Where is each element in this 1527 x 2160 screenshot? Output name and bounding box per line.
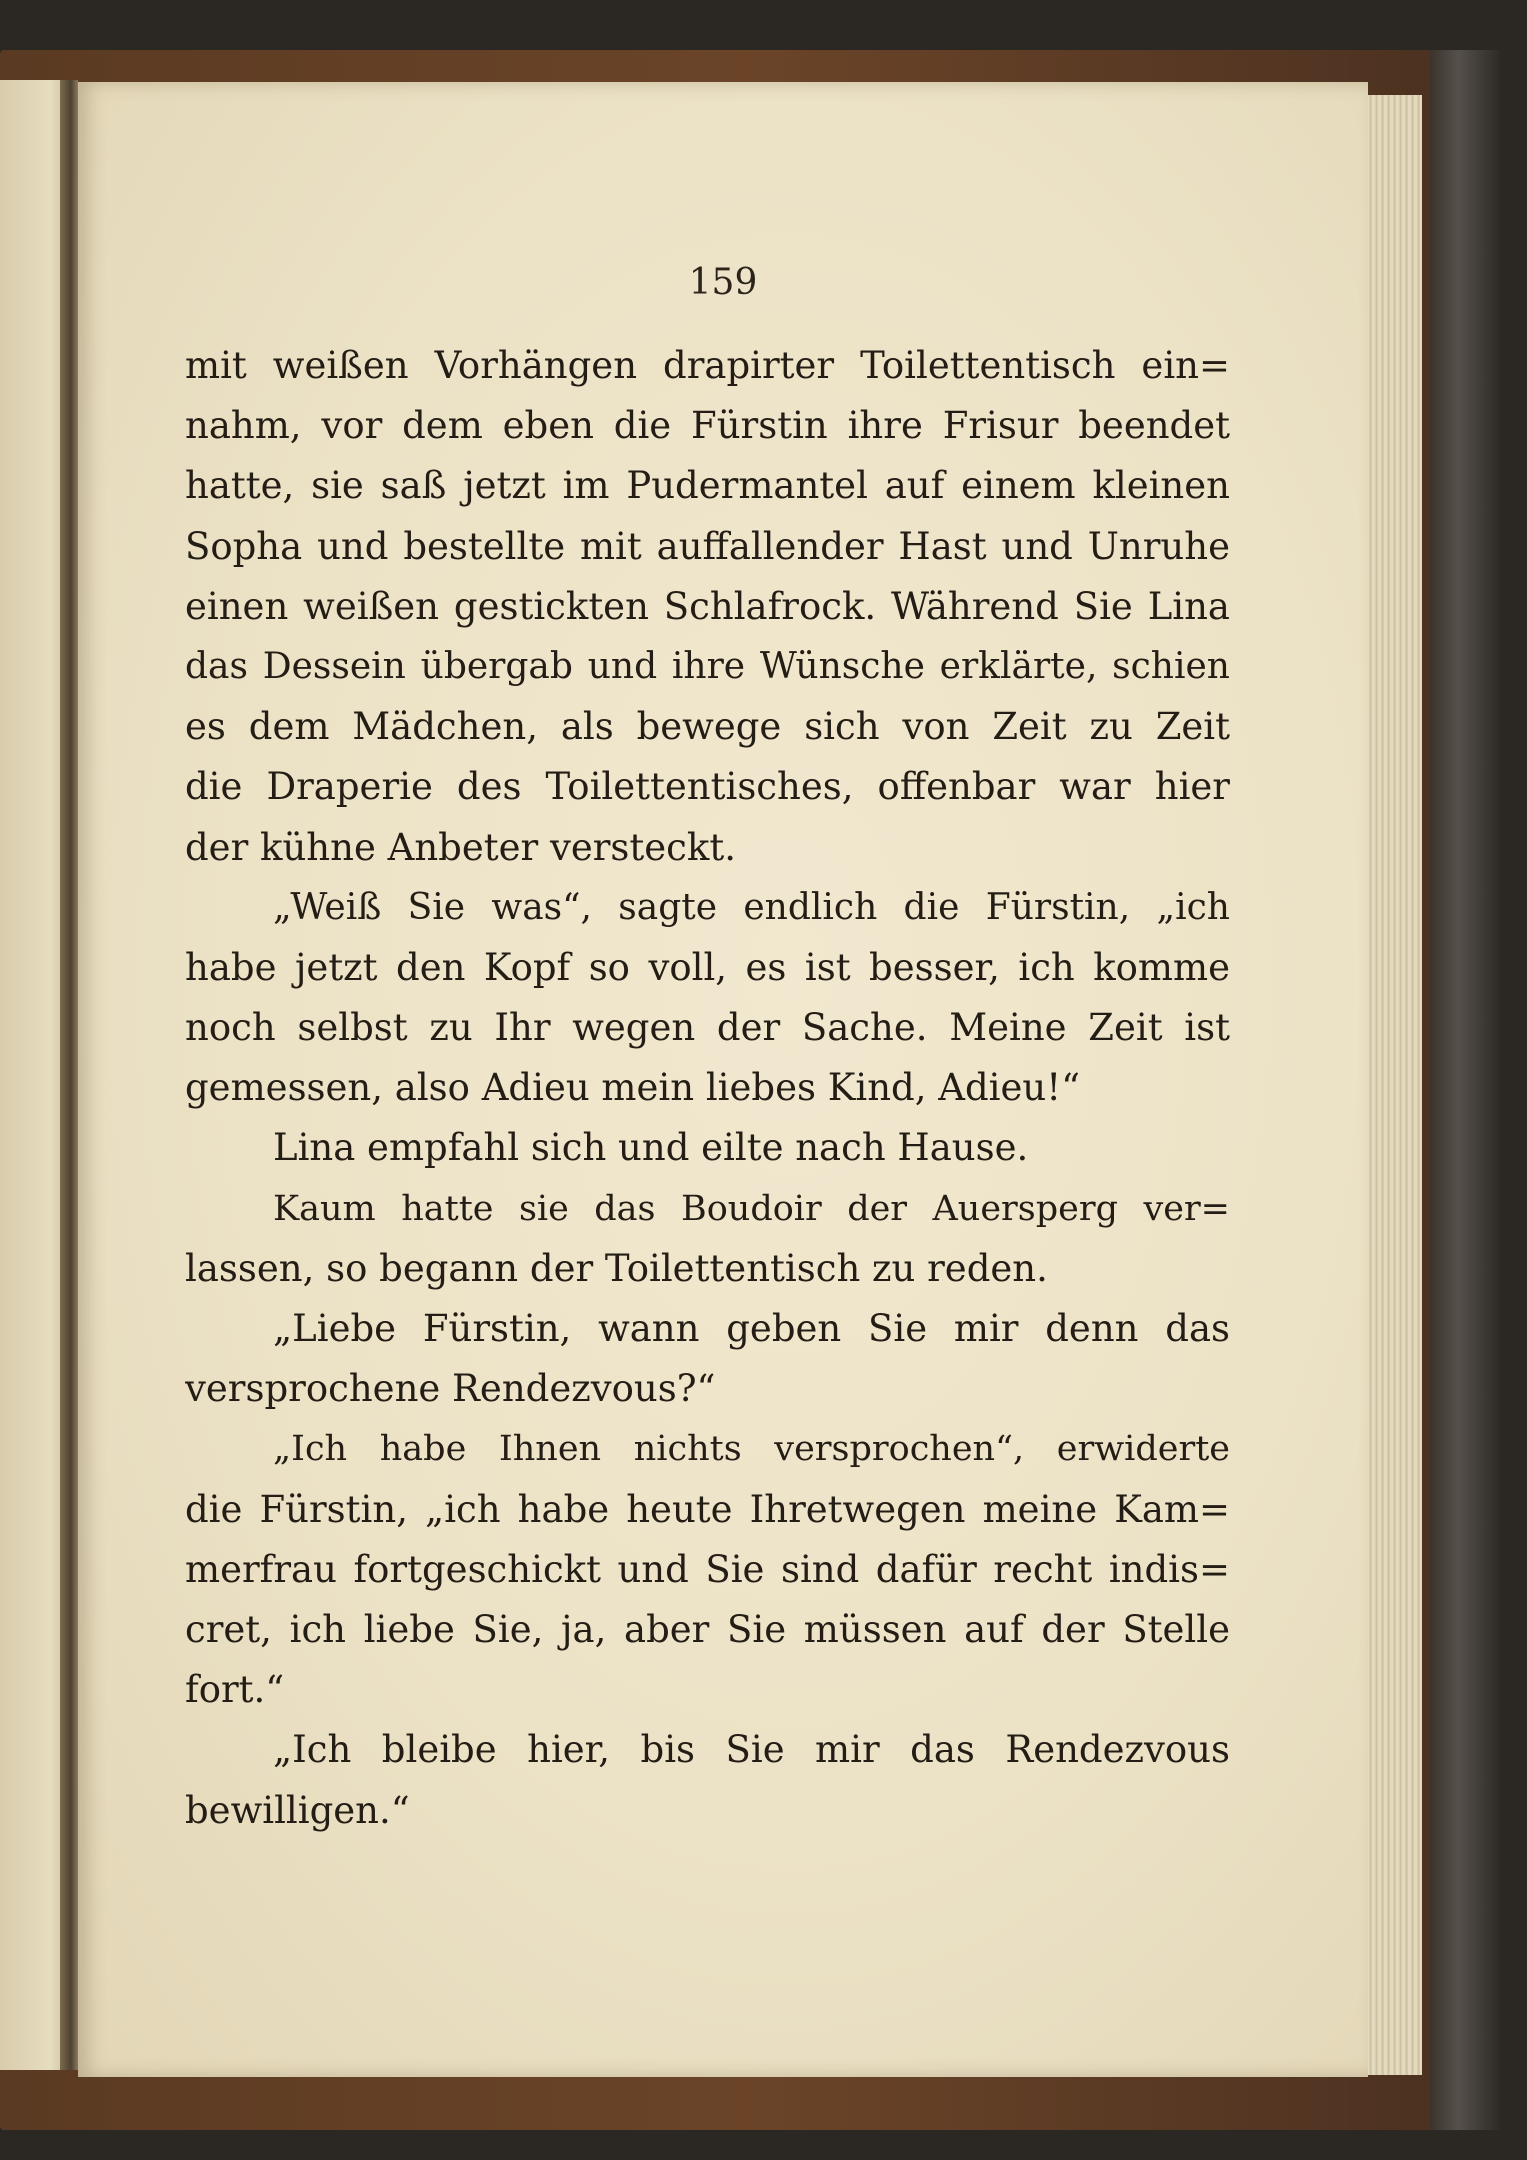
text-line: es dem Mädchen, als bewege sich von Zeit zu Zeit [185,705,1230,749]
text-line: einen weißen gestickten Schlafrock. Während Sie Lina [185,584,1230,628]
page-text [185,336,1230,1841]
text-line: habe jetzt den Kopf so voll, es ist besser, ich komme [185,945,1230,989]
text-line: der kühne Anbeter versteckt. [185,825,736,869]
text-line: hatte, sie saß jetzt im Pudermantel auf einem kleinen [185,464,1230,508]
text-line: lassen, so begann der Toilettentisch zu reden. [185,1246,1048,1290]
text-line: Lina empfahl sich und eilte nach Hause. [273,1126,1029,1170]
text-line: die Fürstin, „ich habe heute Ihretwegen meine Kam= [185,1487,1230,1531]
text-line: gemessen, also Adieu mein liebes Kind, Adieu!“ [185,1066,1080,1110]
book-gutter [60,80,78,2070]
text-line: noch selbst zu Ihr wegen der Sache. Meine Zeit ist [185,1006,1230,1050]
cover-edge [1430,50,1500,2130]
text-line: nahm, vor dem eben die Fürstin ihre Frisur beendet [185,404,1230,448]
text-line: „Weiß Sie was“, sagte endlich die Fürstin, „ich [273,886,1230,928]
text-line: bewilligen.“ [185,1788,410,1832]
text-line: cret, ich liebe Sie, ja, aber Sie müssen auf der Stelle [185,1607,1230,1651]
text-line: Kaum hatte sie das Boudoir der Auersperg ver= [273,1188,1230,1229]
text-line: die Draperie des Toilettentisches, offenbar war hier [185,765,1230,809]
page-number: 159 [688,262,758,303]
text-line: „Liebe Fürstin, wann geben Sie mir denn das [273,1307,1230,1350]
text-line: Sopha und bestellte mit auffallender Hast und Unruhe [185,524,1230,568]
book-page [78,82,1368,2077]
text-line: merfrau fortgeschickt und Sie sind dafür recht indis= [185,1547,1230,1591]
text-line: das Dessein übergab und ihre Wünsche erklärte, schien [185,645,1230,687]
text-line: fort.“ [185,1668,285,1712]
text-line: „Ich habe Ihnen nichts versprochen“, erwiderte [273,1429,1230,1470]
text-line: „Ich bleibe hier, bis Sie mir das Rendezvous [273,1728,1230,1772]
page-stack-edges [1360,95,1422,2075]
text-line: mit weißen Vorhängen drapirter Toilettentisch ein= [185,344,1230,387]
text-line: versprochene Rendezvous?“ [185,1367,716,1411]
